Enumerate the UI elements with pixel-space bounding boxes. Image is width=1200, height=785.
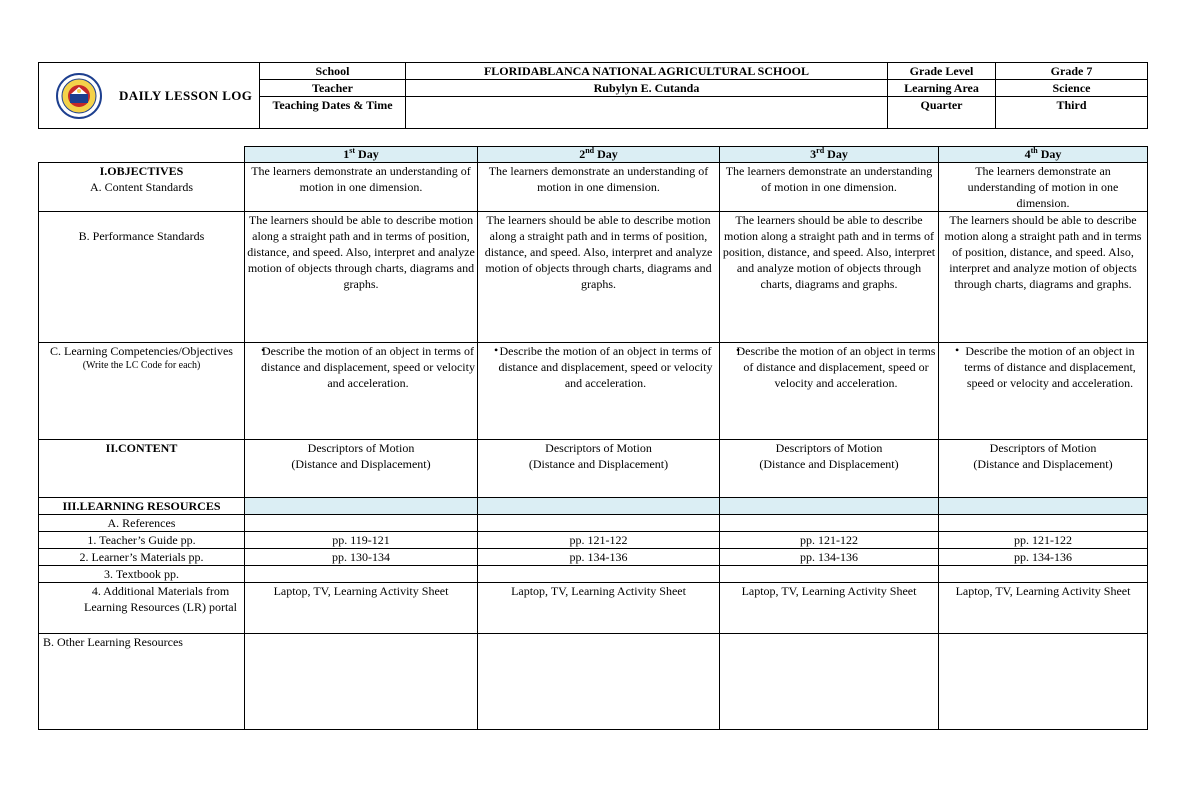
performance-standards-day4: The learners should be able to describe motion along a straight path and in terms of position, distance, and speed. Also, interpret and analyze motion of objects through charts, diagrams and graphs. bbox=[939, 212, 1148, 343]
competencies-day3 bbox=[720, 343, 939, 440]
competency-item: • Describe the motion of an object in terms of distance and displacement, speed or velocity and acceleration. bbox=[941, 343, 1145, 391]
textbook-day1 bbox=[245, 566, 478, 583]
references-label: A. References bbox=[39, 515, 245, 532]
teachers-guide-day2: pp. 121-122 bbox=[478, 532, 720, 549]
additional-materials-day2: Laptop, TV, Learning Activity Sheet bbox=[478, 583, 720, 634]
references-day4 bbox=[939, 515, 1148, 532]
other-resources-day2 bbox=[478, 634, 720, 730]
resources-heading: III.LEARNING RESOURCES bbox=[39, 498, 245, 515]
content-standards-day4: The learners demonstrate an understanding of motion in one dimension. bbox=[939, 163, 1148, 212]
other-resources-day1 bbox=[245, 634, 478, 730]
learners-materials-day3: pp. 134-136 bbox=[720, 549, 939, 566]
dates-label: Teaching Dates & Time bbox=[260, 97, 406, 129]
quarter-value: Third bbox=[996, 97, 1148, 129]
content-heading: II.CONTENT bbox=[39, 440, 245, 498]
content-day4: Descriptors of Motion (Distance and Displacement) bbox=[939, 440, 1148, 498]
additional-materials-day3: Laptop, TV, Learning Activity Sheet bbox=[720, 583, 939, 634]
day-header-4: 4th Day bbox=[939, 147, 1148, 163]
textbook-day4 bbox=[939, 566, 1148, 583]
dates-value bbox=[406, 97, 888, 129]
teachers-guide-day3: pp. 121-122 bbox=[720, 532, 939, 549]
competencies-label-cell bbox=[39, 343, 245, 440]
page-title: DAILY LESSON LOG bbox=[119, 87, 253, 103]
logo-title-cell bbox=[39, 63, 260, 129]
learners-materials-day2: pp. 134-136 bbox=[478, 549, 720, 566]
additional-materials-label: 4. Additional Materials from Learning Resources (LR) portal bbox=[39, 583, 245, 634]
day-header-1: 1st Day bbox=[245, 147, 478, 163]
competency-item: • Describe the motion of an object in terms of distance and displacement, speed or velocity and acceleration. bbox=[480, 343, 717, 391]
additional-materials-day4: Laptop, TV, Learning Activity Sheet bbox=[939, 583, 1148, 634]
content-day2: Descriptors of Motion (Distance and Displacement) bbox=[478, 440, 720, 498]
performance-standards-day2: The learners should be able to describe motion along a straight path and in terms of position, distance, and speed. Also, interpret and analyze motion of objects through charts, diagrams and graphs. bbox=[478, 212, 720, 343]
competencies-label: C. Learning Competencies/Objectives bbox=[50, 344, 233, 358]
area-label: Learning Area bbox=[888, 80, 996, 97]
deped-seal-logo bbox=[55, 72, 103, 120]
content-standards-label: A. Content Standards bbox=[90, 180, 193, 194]
other-resources-day4 bbox=[939, 634, 1148, 730]
content-standards-day3: The learners demonstrate an understanding of motion in one dimension. bbox=[720, 163, 939, 212]
references-day2 bbox=[478, 515, 720, 532]
textbook-day2 bbox=[478, 566, 720, 583]
performance-standards-day1: The learners should be able to describe motion along a straight path and in terms of position, distance, and speed. Also, interpret and analyze motion of objects through charts, diagrams and graphs. bbox=[245, 212, 478, 343]
textbook-label: 3. Textbook pp. bbox=[39, 566, 245, 583]
teachers-guide-day1: pp. 119-121 bbox=[245, 532, 478, 549]
competencies-day1 bbox=[245, 343, 478, 440]
competencies-day4 bbox=[939, 343, 1148, 440]
content-standards-day1: The learners demonstrate an understanding of motion in one dimension. bbox=[245, 163, 478, 212]
objectives-label-cell bbox=[39, 163, 245, 212]
day-header-2: 2nd Day bbox=[478, 147, 720, 163]
grade-value: Grade 7 bbox=[996, 63, 1148, 80]
additional-materials-day1: Laptop, TV, Learning Activity Sheet bbox=[245, 583, 478, 634]
teacher-label: Teacher bbox=[260, 80, 406, 97]
references-day1 bbox=[245, 515, 478, 532]
content-day1: Descriptors of Motion (Distance and Displacement) bbox=[245, 440, 478, 498]
corner-cell bbox=[39, 147, 245, 163]
learners-materials-label: 2. Learner’s Materials pp. bbox=[39, 549, 245, 566]
other-resources-label: B. Other Learning Resources bbox=[39, 634, 245, 730]
resources-shade-4 bbox=[939, 498, 1148, 515]
resources-shade-1 bbox=[245, 498, 478, 515]
day-header-3: 3rd Day bbox=[720, 147, 939, 163]
lesson-log-table bbox=[38, 146, 1148, 730]
references-day3 bbox=[720, 515, 939, 532]
other-resources-day3 bbox=[720, 634, 939, 730]
competencies-day2 bbox=[478, 343, 720, 440]
teachers-guide-label: 1. Teacher’s Guide pp. bbox=[39, 532, 245, 549]
performance-standards-label: B. Performance Standards bbox=[39, 212, 245, 343]
grade-label: Grade Level bbox=[888, 63, 996, 80]
school-label: School bbox=[260, 63, 406, 80]
competencies-note: (Write the LC Code for each) bbox=[82, 360, 201, 371]
learners-materials-day1: pp. 130-134 bbox=[245, 549, 478, 566]
competency-item: • Describe the motion of an object in terms of distance and displacement, speed or velocity and acceleration. bbox=[722, 343, 936, 391]
performance-standards-day3: The learners should be able to describe motion along a straight path and in terms of position, distance, and speed. Also, interpret and analyze motion of objects through charts, diagrams and graphs. bbox=[720, 212, 939, 343]
teachers-guide-day4: pp. 121-122 bbox=[939, 532, 1148, 549]
header-table bbox=[38, 62, 1148, 129]
area-value: Science bbox=[996, 80, 1148, 97]
learners-materials-day4: pp. 134-136 bbox=[939, 549, 1148, 566]
teacher-value: Rubylyn E. Cutanda bbox=[406, 80, 888, 97]
textbook-day3 bbox=[720, 566, 939, 583]
resources-shade-2 bbox=[478, 498, 720, 515]
quarter-label: Quarter bbox=[888, 97, 996, 129]
competency-item: • Describe the motion of an object in terms of distance and displacement, speed or velocity and acceleration. bbox=[247, 343, 475, 391]
resources-shade-3 bbox=[720, 498, 939, 515]
objectives-heading: I.OBJECTIVES bbox=[99, 164, 184, 178]
school-value: FLORIDABLANCA NATIONAL AGRICULTURAL SCHOOL bbox=[406, 63, 888, 80]
content-day3: Descriptors of Motion (Distance and Displacement) bbox=[720, 440, 939, 498]
content-standards-day2: The learners demonstrate an understanding of motion in one dimension. bbox=[478, 163, 720, 212]
